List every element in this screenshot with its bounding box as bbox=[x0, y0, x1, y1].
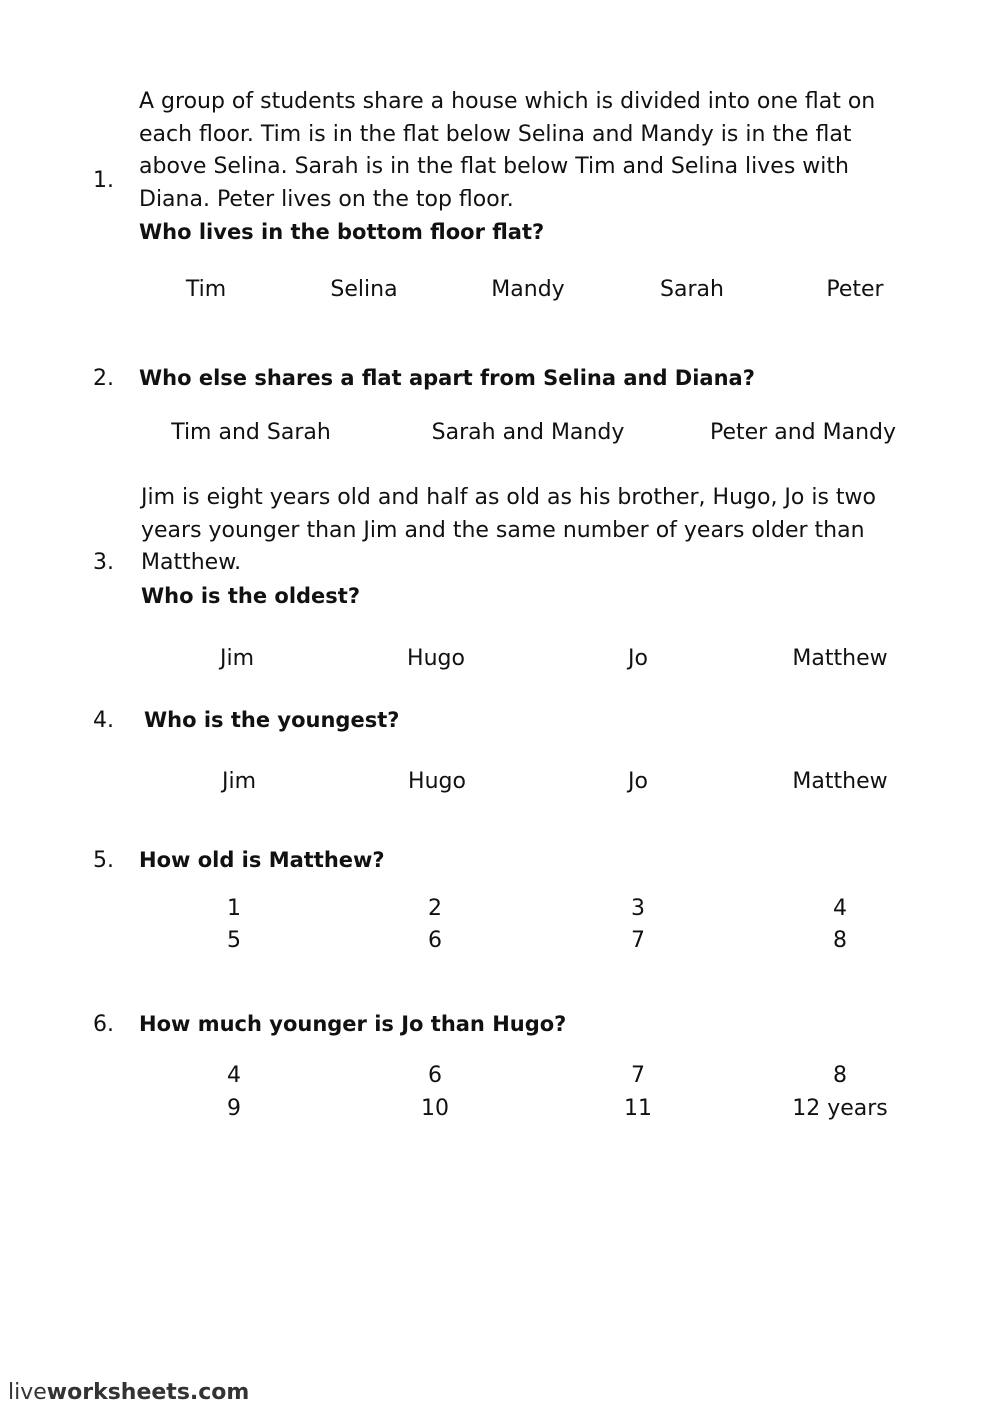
q2-option-tim-and-sarah[interactable]: Tim and Sarah bbox=[171, 420, 331, 445]
q4-option-jo[interactable]: Jo bbox=[628, 769, 648, 794]
q3-passage-line: Jim is eight years old and half as old as his brother, Hugo, Jo is two bbox=[141, 485, 877, 510]
q1-passage bbox=[139, 86, 875, 216]
q4-question: Who is the youngest? bbox=[144, 708, 400, 732]
logo-prefix: live bbox=[8, 1380, 47, 1405]
q6-option-10[interactable]: 10 bbox=[421, 1096, 449, 1121]
q4-option-matthew[interactable]: Matthew bbox=[792, 769, 888, 794]
q2-number: 2. bbox=[93, 366, 114, 391]
q6-option-4[interactable]: 4 bbox=[227, 1063, 241, 1088]
q6-option-11[interactable]: 11 bbox=[624, 1096, 652, 1121]
q3-passage bbox=[141, 482, 876, 580]
q6-number: 6. bbox=[93, 1012, 114, 1037]
q4-number: 4. bbox=[93, 708, 114, 733]
q3-question: Who is the oldest? bbox=[141, 584, 361, 608]
q5-option-6[interactable]: 6 bbox=[428, 928, 442, 953]
q3-passage-line: years younger than Jim and the same number of years older than bbox=[141, 517, 865, 543]
q3-option-hugo[interactable]: Hugo bbox=[407, 646, 465, 671]
q1-number: 1. bbox=[93, 168, 114, 193]
q2-option-sarah-and-mandy[interactable]: Sarah and Mandy bbox=[431, 420, 625, 445]
q3-passage-line: Matthew. bbox=[141, 550, 242, 575]
q5-option-2[interactable]: 2 bbox=[428, 896, 442, 921]
q6-option-7[interactable]: 7 bbox=[631, 1063, 645, 1088]
liveworksheets-logo bbox=[8, 1380, 249, 1405]
q6-option-8[interactable]: 8 bbox=[833, 1063, 847, 1088]
q1-passage-line: Diana. Peter lives on the top floor. bbox=[139, 186, 514, 212]
q3-option-jo[interactable]: Jo bbox=[628, 646, 648, 671]
q2-option-peter-and-mandy[interactable]: Peter and Mandy bbox=[710, 420, 896, 445]
q1-passage-line: each floor. Tim is in the flat below Selina and Mandy is in the flat bbox=[139, 121, 852, 147]
q1-option-tim[interactable]: Tim bbox=[185, 277, 227, 302]
q1-option-sarah[interactable]: Sarah bbox=[660, 277, 724, 302]
q4-option-jim[interactable]: Jim bbox=[221, 769, 257, 794]
q6-question: How much younger is Jo than Hugo? bbox=[139, 1012, 567, 1036]
q6-option-9[interactable]: 9 bbox=[227, 1096, 241, 1121]
q3-option-matthew[interactable]: Matthew bbox=[792, 646, 888, 671]
q6-option-6[interactable]: 6 bbox=[428, 1063, 442, 1088]
q1-option-peter[interactable]: Peter bbox=[826, 277, 884, 302]
q2-question: Who else shares a flat apart from Selina and Diana? bbox=[139, 366, 755, 390]
q5-option-7[interactable]: 7 bbox=[631, 928, 645, 953]
q5-option-8[interactable]: 8 bbox=[833, 928, 847, 953]
q1-passage-line: above Selina. Sarah is in the flat below Tim and Selina lives with bbox=[139, 154, 849, 179]
q1-option-selina[interactable]: Selina bbox=[330, 277, 398, 302]
q3-number: 3. bbox=[93, 550, 114, 575]
q5-number: 5. bbox=[93, 848, 114, 873]
q5-option-1[interactable]: 1 bbox=[227, 896, 241, 921]
q6-option-12-years[interactable]: 12 years bbox=[792, 1096, 888, 1121]
q3-option-jim[interactable]: Jim bbox=[219, 646, 255, 671]
q5-option-3[interactable]: 3 bbox=[631, 896, 645, 921]
q1-passage-line: A group of students share a house which is divided into one flat on bbox=[139, 89, 876, 114]
q5-option-5[interactable]: 5 bbox=[227, 928, 241, 953]
q5-question: How old is Matthew? bbox=[139, 848, 385, 872]
q1-option-mandy[interactable]: Mandy bbox=[491, 277, 565, 302]
q4-option-hugo[interactable]: Hugo bbox=[408, 769, 466, 794]
logo-brand: worksheets.com bbox=[46, 1380, 250, 1405]
q5-option-4[interactable]: 4 bbox=[833, 896, 847, 921]
q1-question: Who lives in the bottom floor flat? bbox=[139, 220, 545, 244]
